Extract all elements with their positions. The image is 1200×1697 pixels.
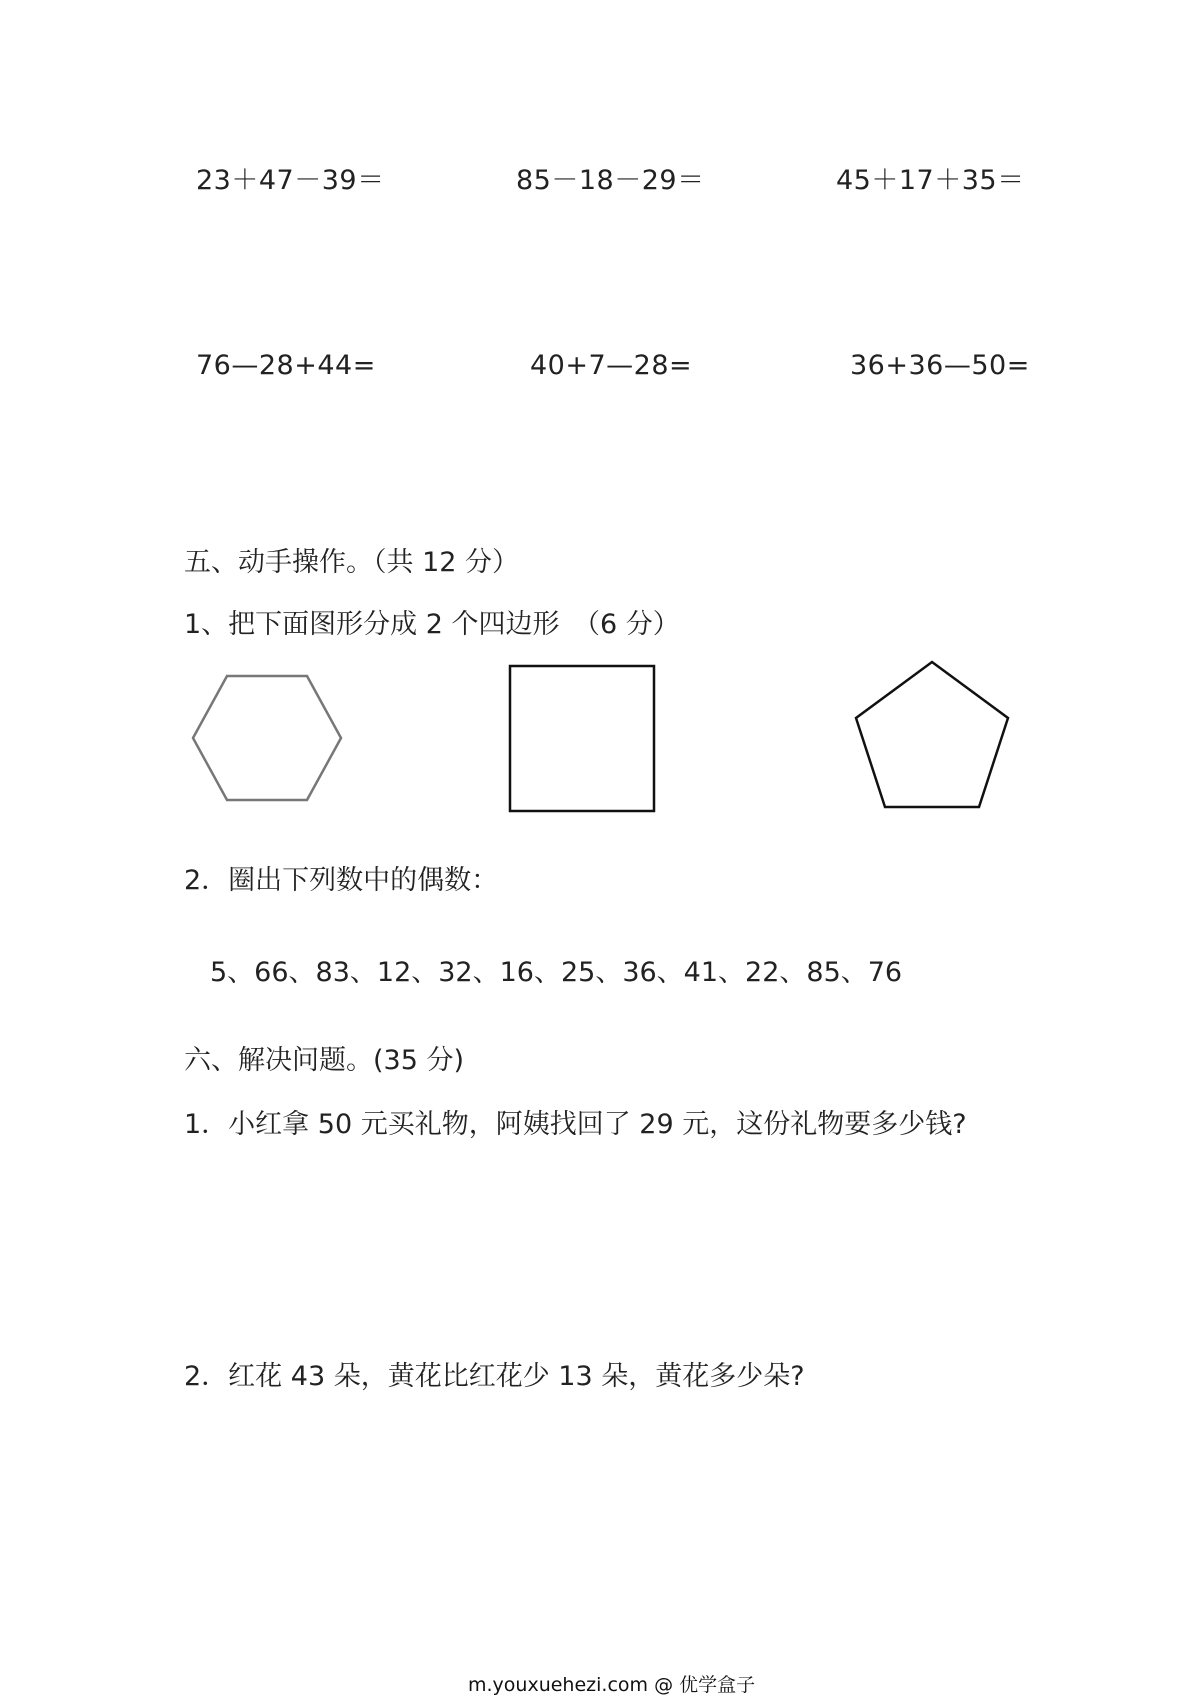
equation-2: 85－18－29＝ (516, 165, 705, 196)
section-6-question-2: 2．红花 43 朵，黄花比红花少 13 朵，黄花多少朵? (184, 1361, 805, 1392)
section-5-question-1: 1、把下面图形分成 2 个四边形 （6 分） (184, 609, 680, 640)
equation-6: 36+36—50= (850, 350, 1030, 381)
even-number-list: 5、66、83、12、32、16、25、36、41、22、85、76 (210, 957, 903, 988)
footer-watermark: m.youxuehezi.com @ 优学盒子 (468, 1674, 756, 1696)
section-6-title: 六、解决问题。(35 分) (184, 1045, 465, 1076)
pentagon-shape (852, 658, 1012, 812)
section-5-question-2: 2．圈出下列数中的偶数： (184, 865, 499, 896)
section-5-title: 五、动手操作。（共 12 分） (184, 547, 520, 578)
square-shape (508, 664, 658, 814)
section-6-question-1: 1．小红拿 50 元买礼物，阿姨找回了 29 元，这份礼物要多少钱? (184, 1109, 967, 1140)
equation-5: 40+7—28= (530, 350, 693, 381)
hexagon-shape (190, 672, 350, 806)
equation-1: 23＋47－39＝ (196, 165, 385, 196)
equation-3: 45＋17＋35＝ (836, 165, 1025, 196)
equation-4: 76—28+44= (196, 350, 376, 381)
